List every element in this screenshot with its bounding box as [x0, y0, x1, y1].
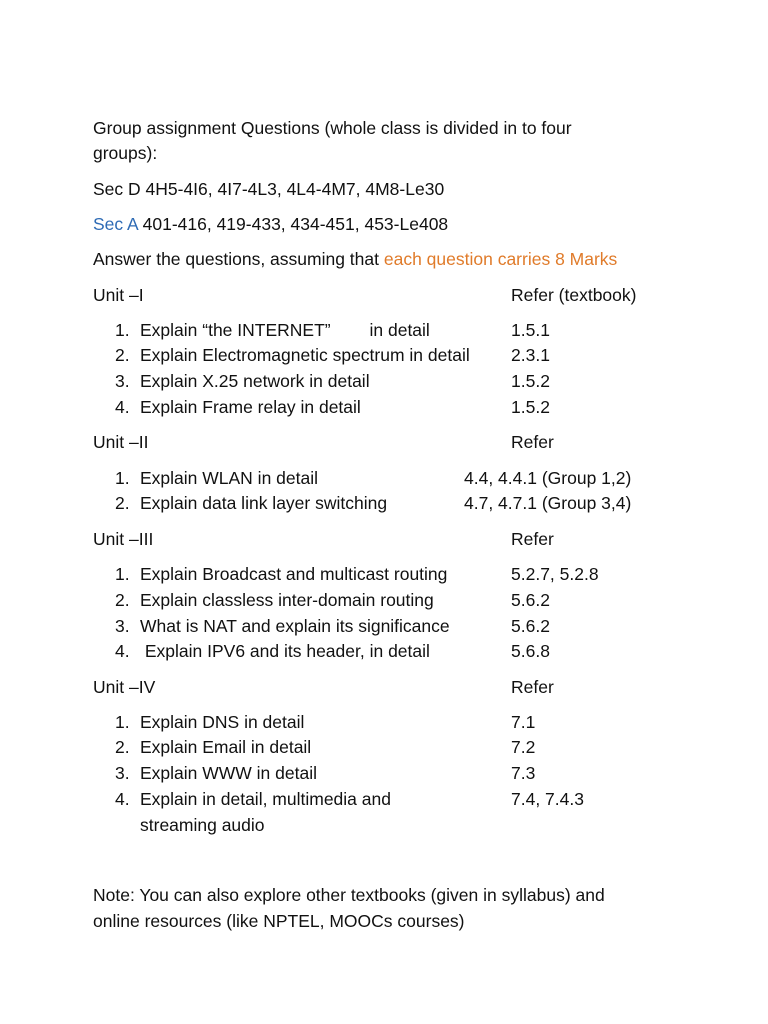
- item-ref: 5.6.2: [511, 616, 550, 636]
- item-ref: 4.4, 4.4.1 (Group 1,2): [464, 468, 632, 488]
- item-ref: 7.1: [511, 712, 536, 732]
- intro-line-1: Group assignment Questions (whole class is divided in to four: [93, 118, 572, 138]
- item-number: 2.: [115, 493, 130, 513]
- section-a-line: [93, 213, 448, 235]
- item-text: Explain X.25 network in detail: [140, 371, 370, 391]
- item-number: 4.: [115, 641, 130, 661]
- unit-refer-label: Refer: [511, 529, 554, 549]
- item-text: Explain Electromagnetic spectrum in detail: [140, 345, 470, 365]
- item-text: Explain data link layer switching: [140, 493, 388, 513]
- unit-title: Unit –IV: [93, 677, 156, 697]
- intro-line-2: groups):: [93, 143, 158, 163]
- item-ref: 1.5.2: [511, 371, 550, 391]
- answer-prefix: Answer the questions, assuming that: [93, 249, 384, 269]
- item-text: Explain DNS in detail: [140, 712, 305, 732]
- unit-refer-label: Refer: [511, 432, 554, 452]
- unit-refer-label: Refer: [511, 677, 554, 697]
- item-text: What is NAT and explain its significance: [140, 616, 450, 636]
- unit-refer-label: Refer (textbook): [511, 285, 637, 305]
- item-ref: 5.6.8: [511, 641, 550, 661]
- section-a-rolls: 401-416, 419-433, 434-451, 453-Le408: [137, 214, 449, 234]
- item-text-continued: streaming audio: [140, 815, 265, 835]
- unit-title: Unit –I: [93, 285, 144, 305]
- item-ref: 5.2.7, 5.2.8: [511, 564, 599, 584]
- item-number: 2.: [115, 590, 130, 610]
- item-number: 2.: [115, 737, 130, 757]
- item-text: Explain WLAN in detail: [140, 468, 318, 488]
- item-number: 3.: [115, 763, 130, 783]
- unit-3-header: [93, 528, 554, 550]
- note-line-1: Note: You can also explore other textbooks (given in syllabus) and: [93, 885, 605, 905]
- item-text: Explain IPV6 and its header, in detail: [140, 641, 430, 661]
- item-ref: 4.7, 4.7.1 (Group 3,4): [464, 493, 632, 513]
- item-number: 3.: [115, 371, 130, 391]
- note-line-2: online resources (like NPTEL, MOOCs courses): [93, 911, 465, 931]
- item-number: 4.: [115, 789, 130, 809]
- item-number: 3.: [115, 616, 130, 636]
- item-text: Explain Email in detail: [140, 737, 312, 757]
- answer-instruction: [93, 248, 617, 270]
- item-text: Explain WWW in detail: [140, 763, 317, 783]
- unit-1-header: [93, 284, 637, 306]
- item-ref: 1.5.2: [511, 397, 550, 417]
- item-ref: 7.4, 7.4.3: [511, 789, 584, 809]
- item-number: 1.: [115, 712, 130, 732]
- unit-2-header: [93, 431, 554, 453]
- unit-4-header: [93, 676, 554, 698]
- unit-title: Unit –III: [93, 529, 154, 549]
- item-text: Explain in detail, multimedia and: [140, 789, 391, 809]
- item-number: 2.: [115, 345, 130, 365]
- item-ref: 1.5.1: [511, 320, 550, 340]
- item-number: 1.: [115, 320, 130, 340]
- item-ref: 5.6.2: [511, 590, 550, 610]
- item-text: Explain Broadcast and multicast routing: [140, 564, 448, 584]
- item-ref: 7.3: [511, 763, 536, 783]
- item-number: 1.: [115, 468, 130, 488]
- item-number: 4.: [115, 397, 130, 417]
- item-ref: 7.2: [511, 737, 536, 757]
- item-text: Explain “the INTERNET” in detail: [140, 320, 430, 340]
- section-d-line: Sec D 4H5-4I6, 4I7-4L3, 4L4-4M7, 4M8-Le30: [93, 179, 445, 199]
- item-ref: 2.3.1: [511, 345, 550, 365]
- item-text: Explain Frame relay in detail: [140, 397, 361, 417]
- item-text: Explain classless inter-domain routing: [140, 590, 434, 610]
- unit-title: Unit –II: [93, 432, 149, 452]
- section-a-label: Sec A: [93, 214, 138, 234]
- item-number: 1.: [115, 564, 130, 584]
- marks-highlight: each question carries 8 Marks: [383, 249, 618, 269]
